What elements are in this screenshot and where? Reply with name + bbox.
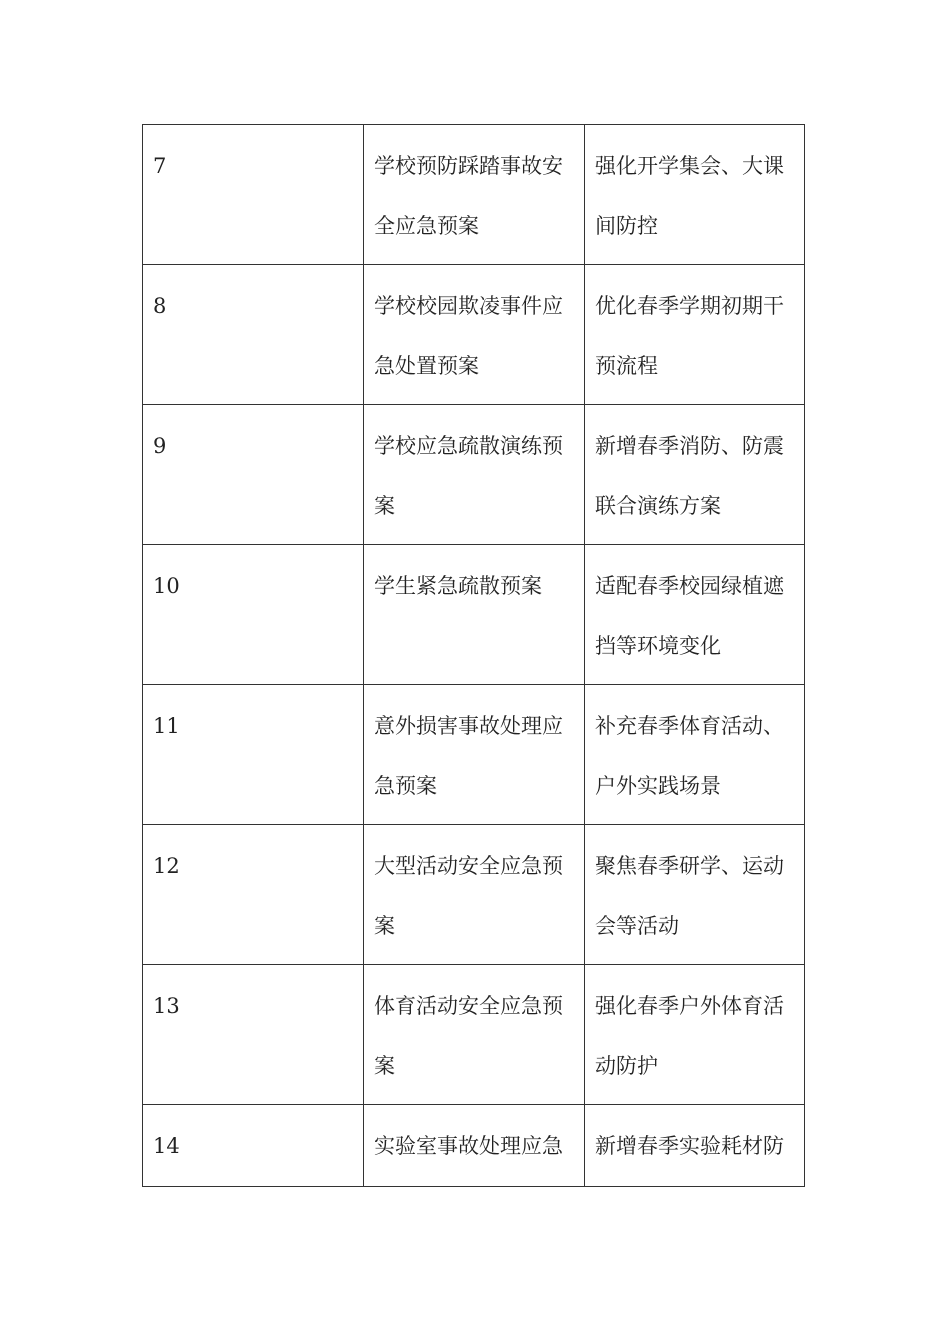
plan-name: 学校应急疏散演练预案 — [374, 434, 563, 518]
emergency-plan-table — [142, 124, 805, 1187]
plan-name-cell — [364, 685, 585, 825]
plan-name: 实验室事故处理应急 — [374, 1134, 563, 1158]
row-number: 13 — [153, 994, 180, 1018]
plan-name: 学校预防踩踏事故安全应急预案 — [374, 154, 563, 238]
table-row — [143, 405, 805, 545]
plan-note: 新增春季实验耗材防 — [595, 1134, 784, 1158]
table-row — [143, 825, 805, 965]
plan-note: 新增春季消防、防震联合演练方案 — [595, 434, 784, 518]
plan-name-cell — [364, 1105, 585, 1187]
row-number: 9 — [153, 434, 167, 458]
plan-name: 学生紧急疏散预案 — [374, 574, 542, 598]
plan-note-cell — [585, 545, 805, 685]
plan-note-cell — [585, 125, 805, 265]
plan-name-cell — [364, 825, 585, 965]
plan-note-cell — [585, 405, 805, 545]
row-number: 7 — [153, 154, 167, 178]
plan-note: 适配春季校园绿植遮挡等环境变化 — [595, 574, 784, 658]
plan-note: 补充春季体育活动、户外实践场景 — [595, 714, 784, 798]
plan-note-cell — [585, 265, 805, 405]
row-number-cell — [143, 825, 364, 965]
plan-name: 大型活动安全应急预案 — [374, 854, 563, 938]
row-number-cell — [143, 1105, 364, 1187]
plan-name-cell — [364, 545, 585, 685]
row-number-cell — [143, 125, 364, 265]
table-row — [143, 125, 805, 265]
plan-note-cell — [585, 965, 805, 1105]
row-number-cell — [143, 685, 364, 825]
table-row — [143, 1105, 805, 1187]
table-row — [143, 685, 805, 825]
plan-note: 强化开学集会、大课间防控 — [595, 154, 784, 238]
table-row — [143, 965, 805, 1105]
row-number-cell — [143, 265, 364, 405]
row-number: 12 — [153, 854, 180, 878]
plan-name: 体育活动安全应急预案 — [374, 994, 563, 1078]
row-number-cell — [143, 545, 364, 685]
plan-name: 学校校园欺凌事件应急处置预案 — [374, 294, 563, 378]
table-row — [143, 265, 805, 405]
plan-name-cell — [364, 405, 585, 545]
row-number: 8 — [153, 294, 167, 318]
plan-note: 聚焦春季研学、运动会等活动 — [595, 854, 784, 938]
plan-name-cell — [364, 125, 585, 265]
row-number: 10 — [153, 574, 180, 598]
table-row — [143, 545, 805, 685]
row-number: 11 — [153, 714, 180, 738]
plan-note: 强化春季户外体育活动防护 — [595, 994, 784, 1078]
row-number: 14 — [153, 1134, 180, 1158]
row-number-cell — [143, 965, 364, 1105]
plan-note-cell — [585, 1105, 805, 1187]
plan-note: 优化春季学期初期干预流程 — [595, 294, 784, 378]
plan-note-cell — [585, 825, 805, 965]
row-number-cell — [143, 405, 364, 545]
plan-name-cell — [364, 265, 585, 405]
plan-name: 意外损害事故处理应急预案 — [374, 714, 563, 798]
plan-name-cell — [364, 965, 585, 1105]
plan-note-cell — [585, 685, 805, 825]
